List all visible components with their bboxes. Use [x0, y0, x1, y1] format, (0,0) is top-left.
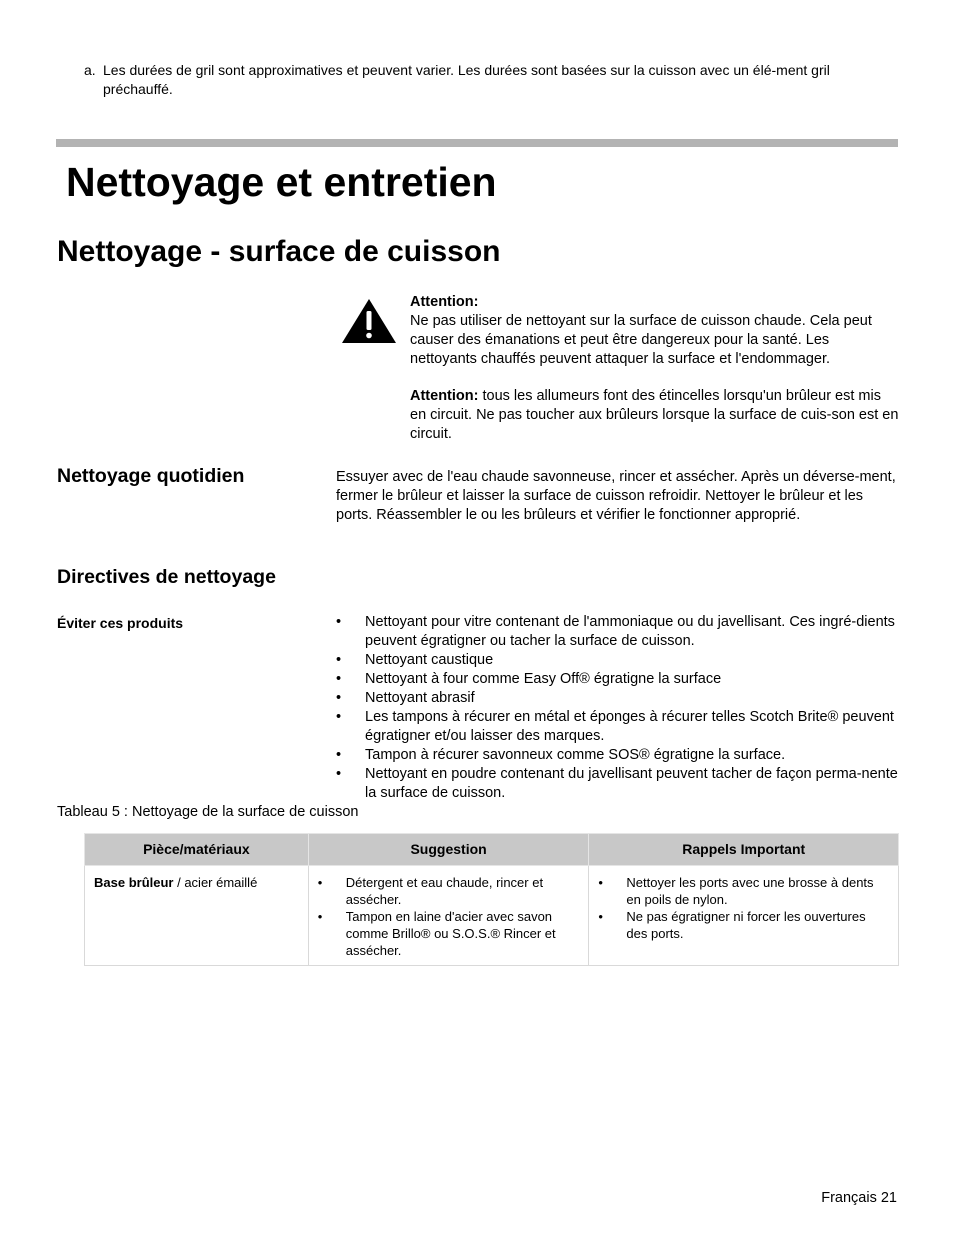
warning-label-2: Attention: — [410, 388, 479, 404]
section-title: Nettoyage - surface de cuisson — [57, 235, 501, 268]
cleaning-table — [84, 833, 899, 966]
part-material: / acier émaillé — [173, 875, 258, 890]
list-item: • Nettoyer les ports avec une brosse à dents en poils de nylon. — [598, 875, 874, 907]
directives-heading: Directives de nettoyage — [57, 566, 276, 588]
list-item: • Détergent et eau chaude, rincer et assécher. — [317, 875, 544, 907]
bullet-icon: • — [336, 690, 342, 706]
warning-box — [410, 293, 900, 444]
bullet-icon: • — [317, 875, 323, 890]
warning-para-1 — [410, 293, 900, 369]
table-caption: Tableau 5 : Nettoyage de la surface de cuisson — [57, 804, 359, 820]
bullet-icon: • — [336, 766, 342, 782]
col-header-suggestion: Suggestion — [308, 834, 589, 866]
bullet-icon: • — [336, 671, 342, 687]
warning-label-1: Attention: — [410, 294, 479, 310]
table-row — [85, 866, 899, 966]
bullet-icon: • — [336, 614, 342, 630]
warning-triangle-icon — [341, 298, 397, 344]
bullet-icon: • — [336, 709, 342, 725]
bullet-icon: • — [598, 875, 603, 890]
chapter-title: Nettoyage et entretien — [66, 159, 497, 205]
cell-reminders — [589, 866, 899, 966]
warning-text-1: Ne pas utiliser de nettoyant sur la surface de cuisson chaude. Cela peut causer des émanations et peut être dangereux pour la santé. Les nettoyants chauffés peuvent attaquer la surface et l'endommager. — [410, 313, 872, 367]
page-footer: Français 21 — [821, 1190, 897, 1206]
warning-text-2: tous les allumeurs font des étincelles lorsqu'un brûleur est mis en circuit. Ne pas toucher aux brûleurs lorsque la surface de cuis-son est en circuit. — [410, 388, 899, 442]
list-item: • Ne pas égratigner ni forcer les ouvertures des ports. — [598, 909, 866, 941]
bullet-icon: • — [336, 747, 342, 763]
footnote — [84, 61, 864, 99]
list-item: • Nettoyant en poudre contenant du javellisant peuvent tacher de façon perma-nente la surface de cuisson. — [336, 766, 898, 801]
list-item: • Les tampons à récurer en métal et éponges à récurer telles Scotch Brite® peuvent égratigner et/ou laisser des marques. — [336, 709, 894, 744]
list-item: • Nettoyant caustique — [336, 652, 494, 668]
avoid-products-heading: Éviter ces produits — [57, 615, 184, 631]
list-item: • Nettoyant pour vitre contenant de l'ammoniaque ou du javellisant. Ces ingré-dients peuvent égratigner ou tacher la surface de cuisson. — [336, 614, 895, 649]
footnote-label: a. — [84, 62, 96, 78]
avoid-products-list — [336, 613, 902, 803]
bullet-icon: • — [598, 909, 603, 924]
daily-cleaning-heading: Nettoyage quotidien — [57, 465, 245, 487]
col-header-reminders: Rappels Important — [589, 834, 899, 866]
cell-part — [85, 866, 309, 966]
list-item: • Tampon en laine d'acier avec savon comme Brillo® ou S.O.S.® Rincer et assécher. — [317, 909, 556, 958]
part-name: Base brûleur — [94, 875, 174, 890]
cell-suggestion — [308, 866, 589, 966]
chapter-divider — [56, 139, 898, 147]
table-header-row — [85, 834, 899, 866]
list-item: • Nettoyant à four comme Easy Off® égratigne la surface — [336, 671, 722, 687]
list-item: • Tampon à récurer savonneux comme SOS® égratigne la surface. — [336, 747, 786, 763]
daily-cleaning-text: Essuyer avec de l'eau chaude savonneuse, rincer et assécher. Après un déverse-ment, fermer le brûleur et laisser la surface de cuisson refroidir. Nettoyer le brûleur et les ports. Réassembler le ou les brûleurs et vérifier le fonctionner approprié. — [336, 469, 896, 523]
footnote-text: Les durées de gril sont approximatives et peuvent varier. Les durées sont basées sur la cuisson avec un élé-ment gril préchauffé. — [103, 62, 830, 97]
col-header-part: Pièce/matériaux — [85, 834, 309, 866]
bullet-icon: • — [317, 909, 323, 924]
warning-para-2 — [410, 387, 900, 444]
bullet-icon: • — [336, 652, 342, 668]
list-item: • Nettoyant abrasif — [336, 690, 475, 706]
